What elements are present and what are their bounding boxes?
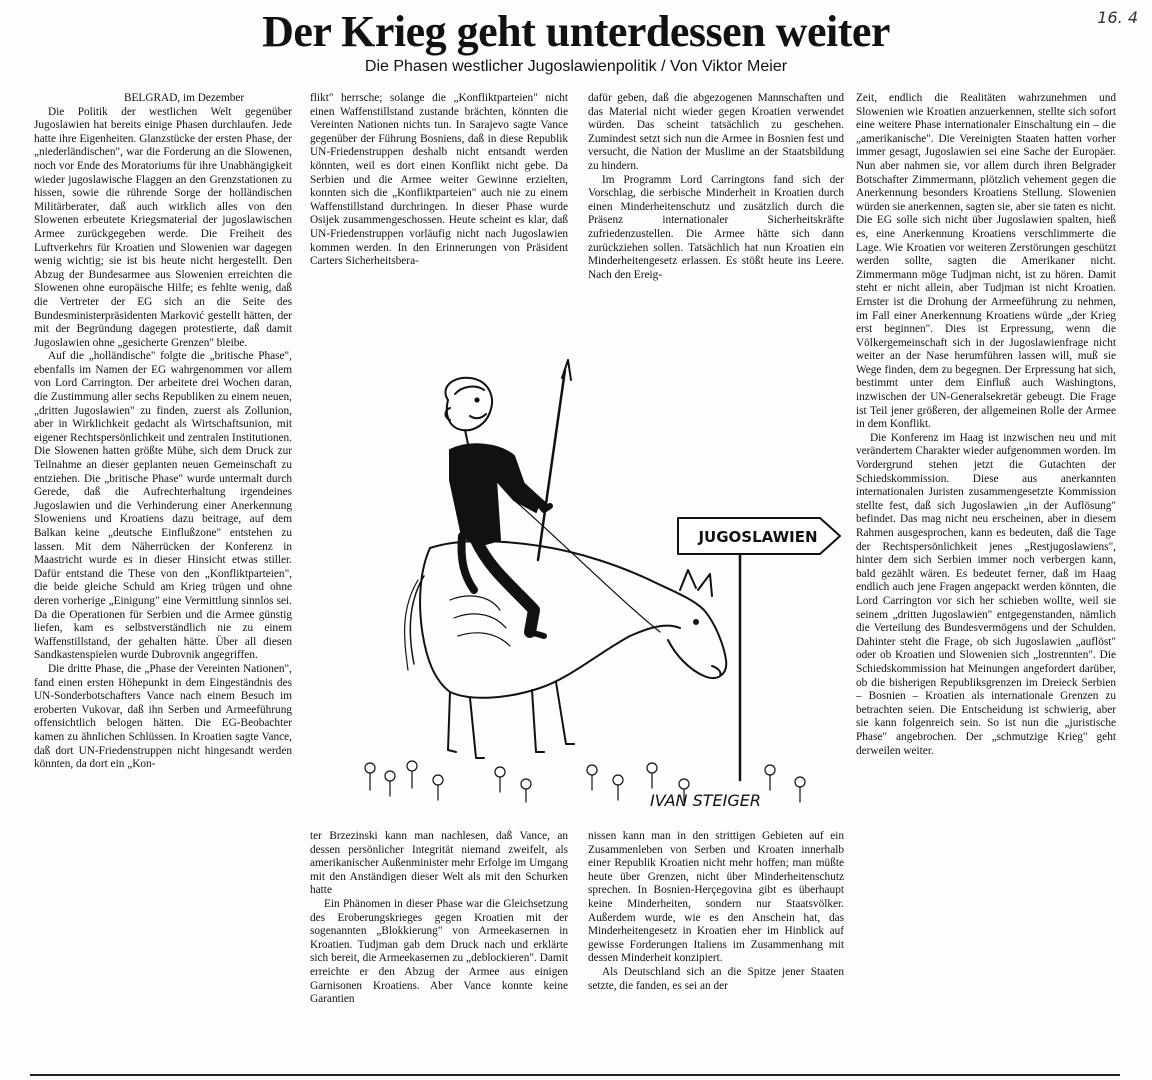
article-column-1 xyxy=(34,92,292,1074)
paragraph: flikt" herrsche; solange die „Konfliktparteien" nicht einen Waffenstillstand zustande brächten, könnten die Vereinten Nationen nichts tun. In Sarajevo sagte Vance gegenüber der Führung Bosniens, daß in diese Republik UN-Friedenstruppen deshalb nicht entsandt werden könnten, weil es dort einen Konflikt nicht gebe. Da Serbien und die Armee weiter Gewinne erzielten, konnten sich die „Konfliktparteien" auch nie zu einem Waffenstillstand durchringen. In dieser Phase wurde Osijek zusammengeschossen. Heute scheint es klar, daß UN-Friedenstruppen vorläufig nicht nach Jugoslawien kommen werden. In den Erinnerungen von Präsident Carters Sicherheitsbera- xyxy=(310,92,568,268)
subheadline: Die Phasen westlicher Jugoslawienpolitik / Von Viktor Meier xyxy=(364,58,788,75)
artist-signature: IVAN STEIGER xyxy=(650,791,761,810)
cartoon-illustration xyxy=(300,340,845,828)
paragraph: Als Deutschland sich an die Spitze jener Staaten setzte, die fanden, es sei an der xyxy=(588,965,844,992)
paragraph: Auf die „holländische" folgte die „britische Phase", ebenfalls im Namen der EG wahrgenommen vor allem von Lord Carrington. Der arbeitete drei Wochen daran, die Zustimmung aller sechs Republiken zu einem neuen, „dritten Jugoslawien" zu finden, zuerst als Zollunion, aber in Wirklichkeit gedacht als Wirtschaftsunion, mit eigener Rechtspersönlichkeit und zentralen Institutionen. Die Slowenen hatten größte Mühe, sich dem Druck zur Teilnahme an dieser geplanten neuen Gemeinschaft zu entziehen. Die „britische Phase" wurde untermalt durch Gerede, daß die Aufrechterhaltung irgendeines Jugoslawien und die Verhinderung einer Anerkennung Sloweniens und Kroatiens dazu beitrage, auf dem Balkan keine „deutsche Einflußzone" entstehen zu lassen. Mit dem Näherrücken der Konferenz in Maastricht wurde es in dieser Hinsicht etwas stiller. Dafür entstand die These von den „Konfliktparteien", die beide gleiche Schuld am Krieg trügen und ohne deren vorherige „Einigung" eine Vermittlung sinnlos sei. Da die Operationen für Serbien und die Armee günstig liefen, kam es selbstverständlich nie zu einem Waffenstillstand, der gehalten hätte. Über all diesen Sandkastenspielen wurde Dubrovnik angegriffen. xyxy=(34,350,292,662)
sign-text: JUGOSLAWIEN xyxy=(698,528,818,546)
paragraph: nissen kann man in den strittigen Gebieten auf ein Zusammenleben von Serben und Kroaten innerhalb einer Republik Kroatien nicht mehr hoffen; man müßte heute über Grenzen, nicht über Minderheitenschutz sprechen. In Bosnien-Herçegovina gibt es überhaupt keine Minderheiten, sondern nur Staatsvölker. Außerdem wurde, wie es den Anschein hat, das Minderheitengesetz in Kroatien eher im Hinblick auf gewisse Forderungen Italiens im Zusammenhang mit dessen Minderheit konzipiert. xyxy=(588,830,844,965)
article-column-3-top xyxy=(588,92,844,340)
article-column-3-bottom xyxy=(588,830,844,1074)
handwritten-marginal-note: 16. 4 xyxy=(1097,8,1138,27)
paragraph: dafür geben, daß die abgezogenen Mannschaften und das Material nicht wieder gegen Kroatien verwendet würden. Das scheint tatsächlich zu geschehen. Zumindest setzt sich nun die Armee in Bosnien fest und versucht, die Nation der Muslime an der Staatsbildung zu hindern. xyxy=(588,92,844,172)
bottom-rule xyxy=(30,1074,1120,1076)
paragraph: Die Konferenz im Haag ist inzwischen neu und mit verändertem Charakter wieder aufgenommen worden. Im Vordergrund stehen jetzt die Gutachten der Schiedskommission. Diese aus anerkannten internationalen Juristen zusammengesetzte Kommission stellte fest, daß sich Jugoslawien „in der Auflösung" befindet. Das mag nicht neu erscheinen, aber in diesem Rahmen ausgesprochen, kann es bedeuten, daß die Tage der Rechtspersönlichkeit jenes „Restjugoslawiens", hinter dem sich Serbien immer noch verbergen kann, bald gezählt wären. Es bedeutet ferner, daß im Haag endlich auch jene Fragen angepackt werden könnten, die Lord Carrington vor sich her schieben wollte, weil sie seinem „dritten Jugoslawien" entgegenstanden, nämlich die Verteilung des Bundesvermögens und der Schulden. Dahinter steht die Frage, ob sich Jugoslawien „auflöst" oder ob Kroatien und Slowenien sich „lostrennten". Die Schiedskommission hat Meinungen angefordert darüber, ob die bisherigen Republiksgrenzen im Dreieck Serbien – Bosnien – Kroatien als internationale Grenzen zu betrachten seien. Die Entscheidung ist schwierig, aber sie kann folgenreich sein. So ist nun die „juristische Phase" angebrochen. Der „schmutzige Krieg" geht derweilen weiter. xyxy=(856,431,1116,757)
article-column-4 xyxy=(856,92,1116,1074)
paragraph: ter Brzezinski kann man nachlesen, daß Vance, an dessen persönlicher Integrität niemand zweifelt, als amerikanischer Außenminister mehr Erfolge im Umgang mit den Anständigen dieser Welt als mit den Schurken hatte xyxy=(310,830,568,897)
paragraph: Im Programm Lord Carringtons fand sich der Vorschlag, die serbische Minderheit in Kroatien durch einen Minderheitenschutz und zusätzlich durch die Präsenz internationaler Sicherheitskräfte zufriedenzustellen. Die Armee hätte sich dann zurückziehen sollen. Tatsächlich hat nun Kroatien ein Minderheitengesetz erlassen. Es stößt heute ins Leere. Nach den Ereig- xyxy=(588,173,844,281)
paragraph: Ein Phänomen in dieser Phase war die Gleichsetzung des Eroberungskrieges gegen Kroatien mit der sogenannten „Blokkierung" von Armeekasernen in Kroatien. Tudjman gab dem Druck nach und erklärte sich bereit, die Armeekasernen zu „deblockieren". Damit erreichte er den Abzug der Armee aus einigen Garnisonen Kroatiens. Aber Vance konnte keine Garantien xyxy=(310,897,568,1006)
paragraph: Die dritte Phase, die „Phase der Vereinten Nationen", fand einen ersten Höhepunkt in dem Eingeständnis des UN-Sonderbotschafters Vance nach einem Besuch im eroberten Vukovar, daß ihn Serben und Armeeführung offensichtlich belogen hätten. Die EG-Beobachter kamen zu ähnlichen Schlüssen. In Kroatien sagte Vance, daß dort UN-Friedenstruppen nicht hingesandt werden könnten, da dort ein „Kon- xyxy=(34,662,292,771)
don-quixote-horse-drawing xyxy=(300,340,845,828)
paragraph: Zeit, endlich die Realitäten wahrzunehmen und Slowenien wie Kroatien anzuerkennen, stellte sich sofort eine weitere Phase internationaler Einschaltung ein – die „amerikanische". Die Vereinigten Staaten hatten vorher immer gesagt, Jugoslawien sei eine Sache der Europäer. Nun aber nahmen sie, vor allem durch ihren Belgrader Botschafter Zimmermann, plötzlich vehement gegen die Anerkennung besonders Kroatiens Stellung. Slowenien würden sie anerkennen, sagten sie, aber sie taten es nicht. Die EG solle sich nicht über Jugoslawien spalten, hieß es, eine Anerkennung Kroatiens verschlimmerte die Lage. Wie Kroatien vor weiteren Zerstörungen geschützt werden sollte, sagten die Amerikaner nicht. Zimmermann möge Tudjman nicht, ist zu hören. Damit steht er nicht allein, aber Tudjman ist nicht Kroatien. Ernster ist die Drohung der Armeeführung zu nehmen, im Fall einer Anerkennung Kroatiens würde „der Krieg erst beginnen". Dies ist Erpressung, wenn die Völkergemeinschaft sich in der Jugoslawienfrage nicht weiter an der Nase herumführen lassen will, muß sie Wege finden, dem zu begegnen. Der Erpressung hat sich, bestimmt unter dem Einfluß auch Washingtons, inzwischen der UN-Generalsekretär gebeugt. Die Frage ist Teil jener größeren, der allgemeinen Rolle der Armee in dem Konflikt. xyxy=(856,92,1116,431)
article-column-2-top xyxy=(310,92,568,350)
paragraph: Die Politik der westlichen Welt gegenüber Jugoslawien hat bereits einige Phasen durchlaufen. Jede hatte ihre Eigenheiten. Glanzstücke der ersten Phase, der „niederländischen", war die Forderung an die Slowenen, noch vor Ende des Moratoriums für ihre Unabhängigkeit wieder jugoslawische Flaggen an den Grenzstationen zu hissen, sowie die rührende Sorge der holländischen Militärberater, daß auch wirklich alles von den Slowenen erbeutete Kriegsmaterial der jugoslawischen Armee zurückgegeben werde. Die Freiheit des Luftverkehrs für Kroatien und Slowenien war dagegen wenig wichtig; sie ist bis heute nicht hergestellt. Den Abzug der Bundesarmee aus Slowenien erreichten die Slowenen ohne europäische Hilfe; es fehlte wenig, daß die Vertreter der EG sich an die Seite des Bundesministerpräsidenten Marković gestellt hätten, der mit der Begründung dagegen protestierte, daß damit Jugoslawien ohne „gesicherte Grenzen" bleibe. xyxy=(34,105,292,349)
article-column-2-bottom xyxy=(310,830,568,1074)
dateline: BELGRAD, im Dezember xyxy=(124,92,245,104)
headline: Der Krieg geht unterdessen weiter xyxy=(262,7,890,56)
